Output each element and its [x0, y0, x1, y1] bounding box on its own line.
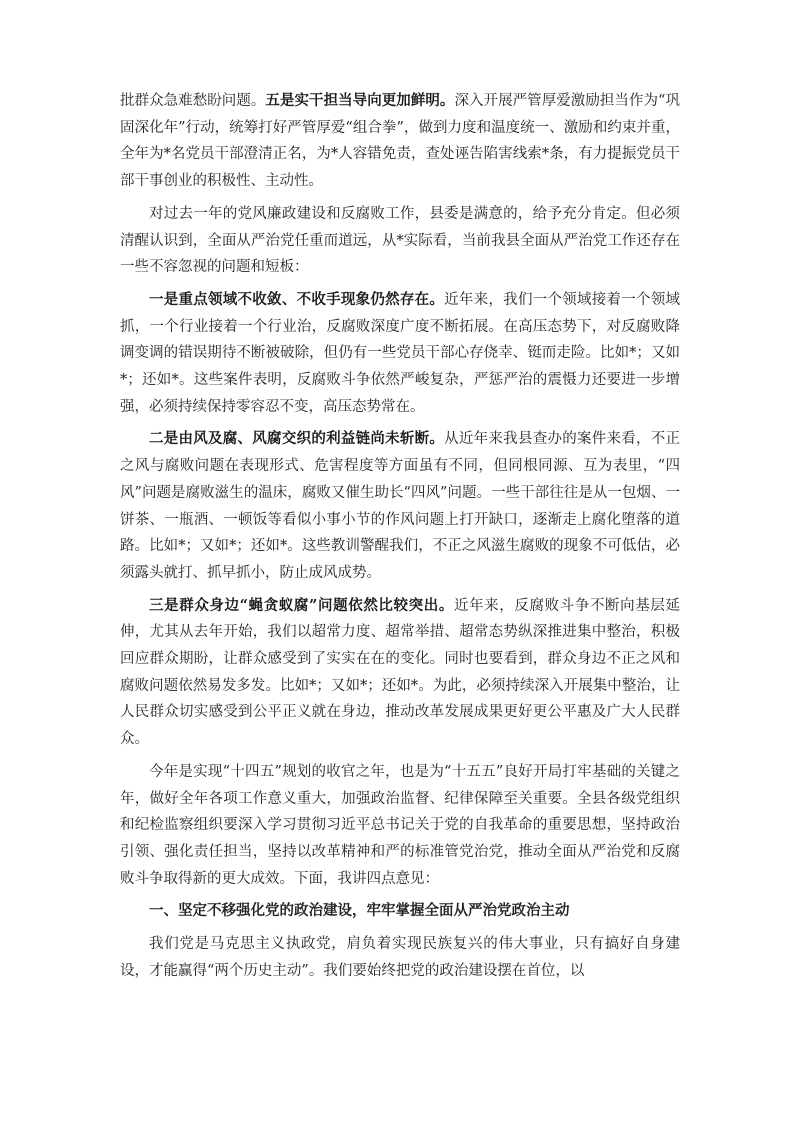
- document-page: [120, 88, 680, 991]
- paragraph-3-bold-lead: 一是重点领域不收敛、不收手现象仍然存在。: [149, 290, 445, 308]
- paragraph-5-bold-lead: 三是群众身边“蝇贪蚁腐”问题依然比较突出。: [149, 596, 454, 614]
- paragraph-1-prefix: 批群众急难愁盼问题。: [120, 93, 266, 109]
- paragraph-4: [120, 426, 680, 586]
- paragraph-1-bold-lead: 五是实干担当导向更加鲜明。: [265, 92, 455, 109]
- paragraph-3-text: 近年来，我们一个领域接着一个领域抓，一个行业接着一个行业治，反腐败深度广度不断拓展。在高压态势下，对反腐败降调变调的错误期待不断被破除，但仍有一些党员干部心存侥幸、铤而走险。比如*；又如*；还如*。这些案件表明，反腐败斗争依然严峻复杂，严惩严治的震慑力还要进一步增强，必须持续保持零容忍不变，高压态势常在。: [120, 291, 681, 415]
- paragraph-6: [120, 759, 680, 893]
- paragraph-4-text: 从近年来我县查办的案件来看，不正之风与腐败问题在表现形式、危害程度等方面虽有不同，但同根同源、互为表里，“四风”问题是腐败滋生的温床，腐败又催生助长“四风”问题。一些干部往往是从一包烟、一饼茶、一瓶酒、一顿饭等看似小事小节的作风问题上打开缺口，逐渐走上腐化堕落的道路。比如*；又如*；还如*。这些教训警醒我们，不正之风滋生腐败的现象不可低估，必须露头就打、抓早抓小，防止成风成势。: [120, 431, 681, 581]
- paragraph-1-text: 深入开展严管厚爱激励担当作为“巩固深化年”行动，统筹打好严管厚爱“组合拳”，做到力度和温度统一、激励和约束并重，全年为*名党员干部澄清正名，为*人容错免责，查处诬告陷害线索*条，有力提振党员干部干事创业的积极性、主动性。: [120, 93, 681, 190]
- paragraph-4-bold-lead: 二是由风及腐、风腐交织的利益链尚未斩断。: [149, 430, 445, 448]
- paragraph-3: [120, 287, 680, 421]
- paragraph-5: [120, 593, 680, 753]
- paragraph-6-text: 今年是实现“十四五”规划的收官之年，也是为“十五五”良好开局打牢基础的关键之年，做好全年各项工作意义重大，加强政治监督、纪律保障至关重要。全县各级党组织和纪检监察组织要深入学习贯彻习近平总书记关于党的自我革命的重要思想，坚持政治引领、强化责任担当，坚持以改革精神和严的标准管党治党，推动全面从严治党和反腐败斗争取得新的更大成效。下面，我讲四点意见：: [120, 763, 680, 887]
- paragraph-2: [120, 201, 680, 281]
- section-heading: 一、坚定不移强化党的政治建设，牢牢掌握全面从严治党政治主动: [149, 903, 570, 920]
- paragraph-5-text: 近年来，反腐败斗争不断向基层延伸，尤其从去年开始，我们以超常力度、超常举措、超常态势纵深推进集中整治，积极回应群众期盼，让群众感受到了实实在在的变化。同时也要看到，群众身边不正之风和腐败问题依然易发多发。比如*；又如*；还如*。为此，必须持续深入开展集中整治，让人民群众切实感受到公平正义就在身边，推动改革发展成果更好更公平惠及广大人民群众。: [120, 597, 680, 748]
- paragraph-2-text: 对过去一年的党风廉政建设和反腐败工作，县委是满意的，给予充分肯定。但必须清醒认识到，全面从严治党任重而道远，从*实际看，当前我县全面从严治党工作还存在一些不容忽视的问题和短板：: [120, 205, 680, 276]
- paragraph-final-text: 我们党是马克思主义执政党，肩负着实现民族复兴的伟大事业，只有搞好自身建设，才能赢得“两个历史主动”。我们要始终把党的政治建设摆在首位，以: [120, 936, 680, 979]
- paragraph-1: [120, 88, 680, 195]
- paragraph-final: [120, 931, 680, 984]
